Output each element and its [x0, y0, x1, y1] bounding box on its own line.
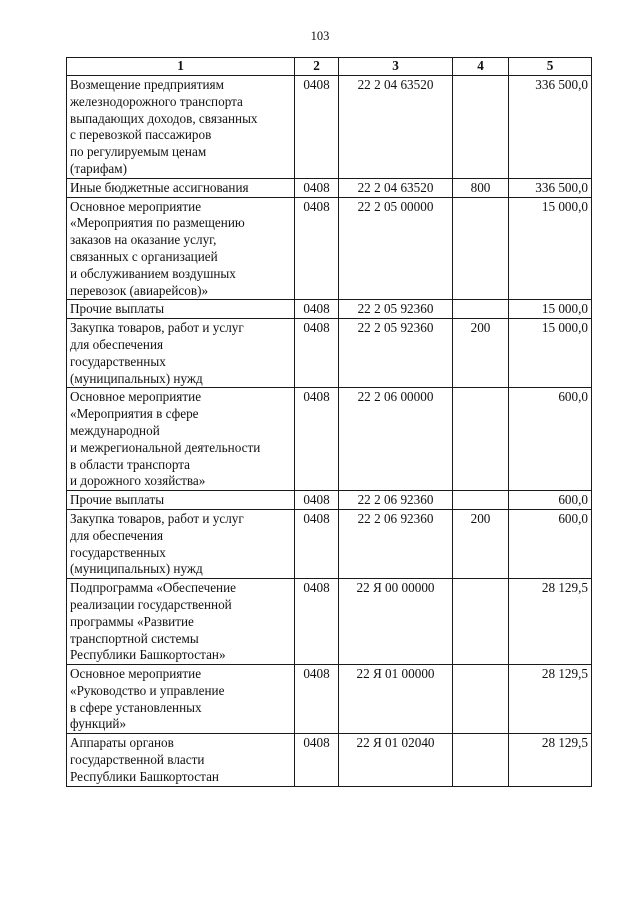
table-row: [67, 665, 592, 734]
table-row: [67, 388, 592, 491]
row-amount-cell: 28 129,5: [509, 665, 592, 734]
row-section-cell: 0408: [295, 319, 339, 388]
row-target-article-cell: 22 2 06 92360: [339, 491, 453, 510]
row-amount-cell: 336 500,0: [509, 178, 592, 197]
row-expense-type-cell: 800: [453, 178, 509, 197]
row-amount-cell: 336 500,0: [509, 76, 592, 179]
row-name-cell: Закупка товаров, работ и услуг для обеспечения государственных (муниципальных) нужд: [67, 509, 295, 578]
header-col-5: 5: [509, 58, 592, 76]
row-target-article-cell: 22 2 05 92360: [339, 300, 453, 319]
row-name-cell: Аппараты органов государственной власти Республики Башкортостан: [67, 734, 295, 786]
header-col-3: 3: [339, 58, 453, 76]
row-section-cell: 0408: [295, 734, 339, 786]
row-target-article-cell: 22 Я 00 00000: [339, 579, 453, 665]
row-target-article-cell: 22 2 05 00000: [339, 197, 453, 300]
row-amount-cell: 28 129,5: [509, 579, 592, 665]
row-expense-type-cell: [453, 197, 509, 300]
row-section-cell: 0408: [295, 76, 339, 179]
row-target-article-cell: 22 Я 01 00000: [339, 665, 453, 734]
row-section-cell: 0408: [295, 197, 339, 300]
row-expense-type-cell: [453, 579, 509, 665]
row-expense-type-cell: 200: [453, 319, 509, 388]
table-row: [67, 300, 592, 319]
row-name-cell: Прочие выплаты: [67, 300, 295, 319]
row-name-cell: Основное мероприятие «Руководство и управление в сфере установленных функций»: [67, 665, 295, 734]
row-expense-type-cell: 200: [453, 509, 509, 578]
row-target-article-cell: 22 Я 01 02040: [339, 734, 453, 786]
budget-table: [66, 57, 592, 787]
row-section-cell: 0408: [295, 178, 339, 197]
table-row: [67, 734, 592, 786]
row-target-article-cell: 22 2 05 92360: [339, 319, 453, 388]
row-name-cell: Закупка товаров, работ и услуг для обеспечения государственных (муниципальных) нужд: [67, 319, 295, 388]
row-section-cell: 0408: [295, 509, 339, 578]
header-row: [67, 58, 592, 76]
table-row: [67, 178, 592, 197]
row-target-article-cell: 22 2 06 00000: [339, 388, 453, 491]
row-expense-type-cell: [453, 76, 509, 179]
table-row: [67, 579, 592, 665]
table-row: [67, 76, 592, 179]
row-amount-cell: 600,0: [509, 509, 592, 578]
row-amount-cell: 28 129,5: [509, 734, 592, 786]
row-target-article-cell: 22 2 04 63520: [339, 178, 453, 197]
header-col-1: 1: [67, 58, 295, 76]
row-target-article-cell: 22 2 06 92360: [339, 509, 453, 578]
page-number: 103: [310, 29, 330, 43]
table-row: [67, 509, 592, 578]
row-amount-cell: 600,0: [509, 491, 592, 510]
row-amount-cell: 15 000,0: [509, 300, 592, 319]
row-section-cell: 0408: [295, 388, 339, 491]
row-section-cell: 0408: [295, 665, 339, 734]
row-amount-cell: 15 000,0: [509, 319, 592, 388]
row-expense-type-cell: [453, 734, 509, 786]
row-expense-type-cell: [453, 388, 509, 491]
row-amount-cell: 600,0: [509, 388, 592, 491]
header-col-4: 4: [453, 58, 509, 76]
row-expense-type-cell: [453, 665, 509, 734]
row-target-article-cell: 22 2 04 63520: [339, 76, 453, 179]
row-section-cell: 0408: [295, 300, 339, 319]
table-row: [67, 491, 592, 510]
row-name-cell: Основное мероприятие «Мероприятия в сфере международной и межрегиональной деятельности в области транспорта и дорожного хозяйства»: [67, 388, 295, 491]
row-name-cell: Основное мероприятие «Мероприятия по размещению заказов на оказание услуг, связанных с организацией и обслуживанием воздушных перевозок (авиарейсов)»: [67, 197, 295, 300]
table-row: [67, 319, 592, 388]
row-name-cell: Прочие выплаты: [67, 491, 295, 510]
row-name-cell: Подпрограмма «Обеспечение реализации государственной программы «Развитие транспортной системы Республики Башкортостан»: [67, 579, 295, 665]
table-row: [67, 197, 592, 300]
row-expense-type-cell: [453, 491, 509, 510]
row-name-cell: Иные бюджетные ассигнования: [67, 178, 295, 197]
header-col-2: 2: [295, 58, 339, 76]
row-section-cell: 0408: [295, 491, 339, 510]
row-name-cell: Возмещение предприятиям железнодорожного транспорта выпадающих доходов, связанных с перевозкой пассажиров по регулируемым ценам (тарифам): [67, 76, 295, 179]
row-expense-type-cell: [453, 300, 509, 319]
row-section-cell: 0408: [295, 579, 339, 665]
row-amount-cell: 15 000,0: [509, 197, 592, 300]
